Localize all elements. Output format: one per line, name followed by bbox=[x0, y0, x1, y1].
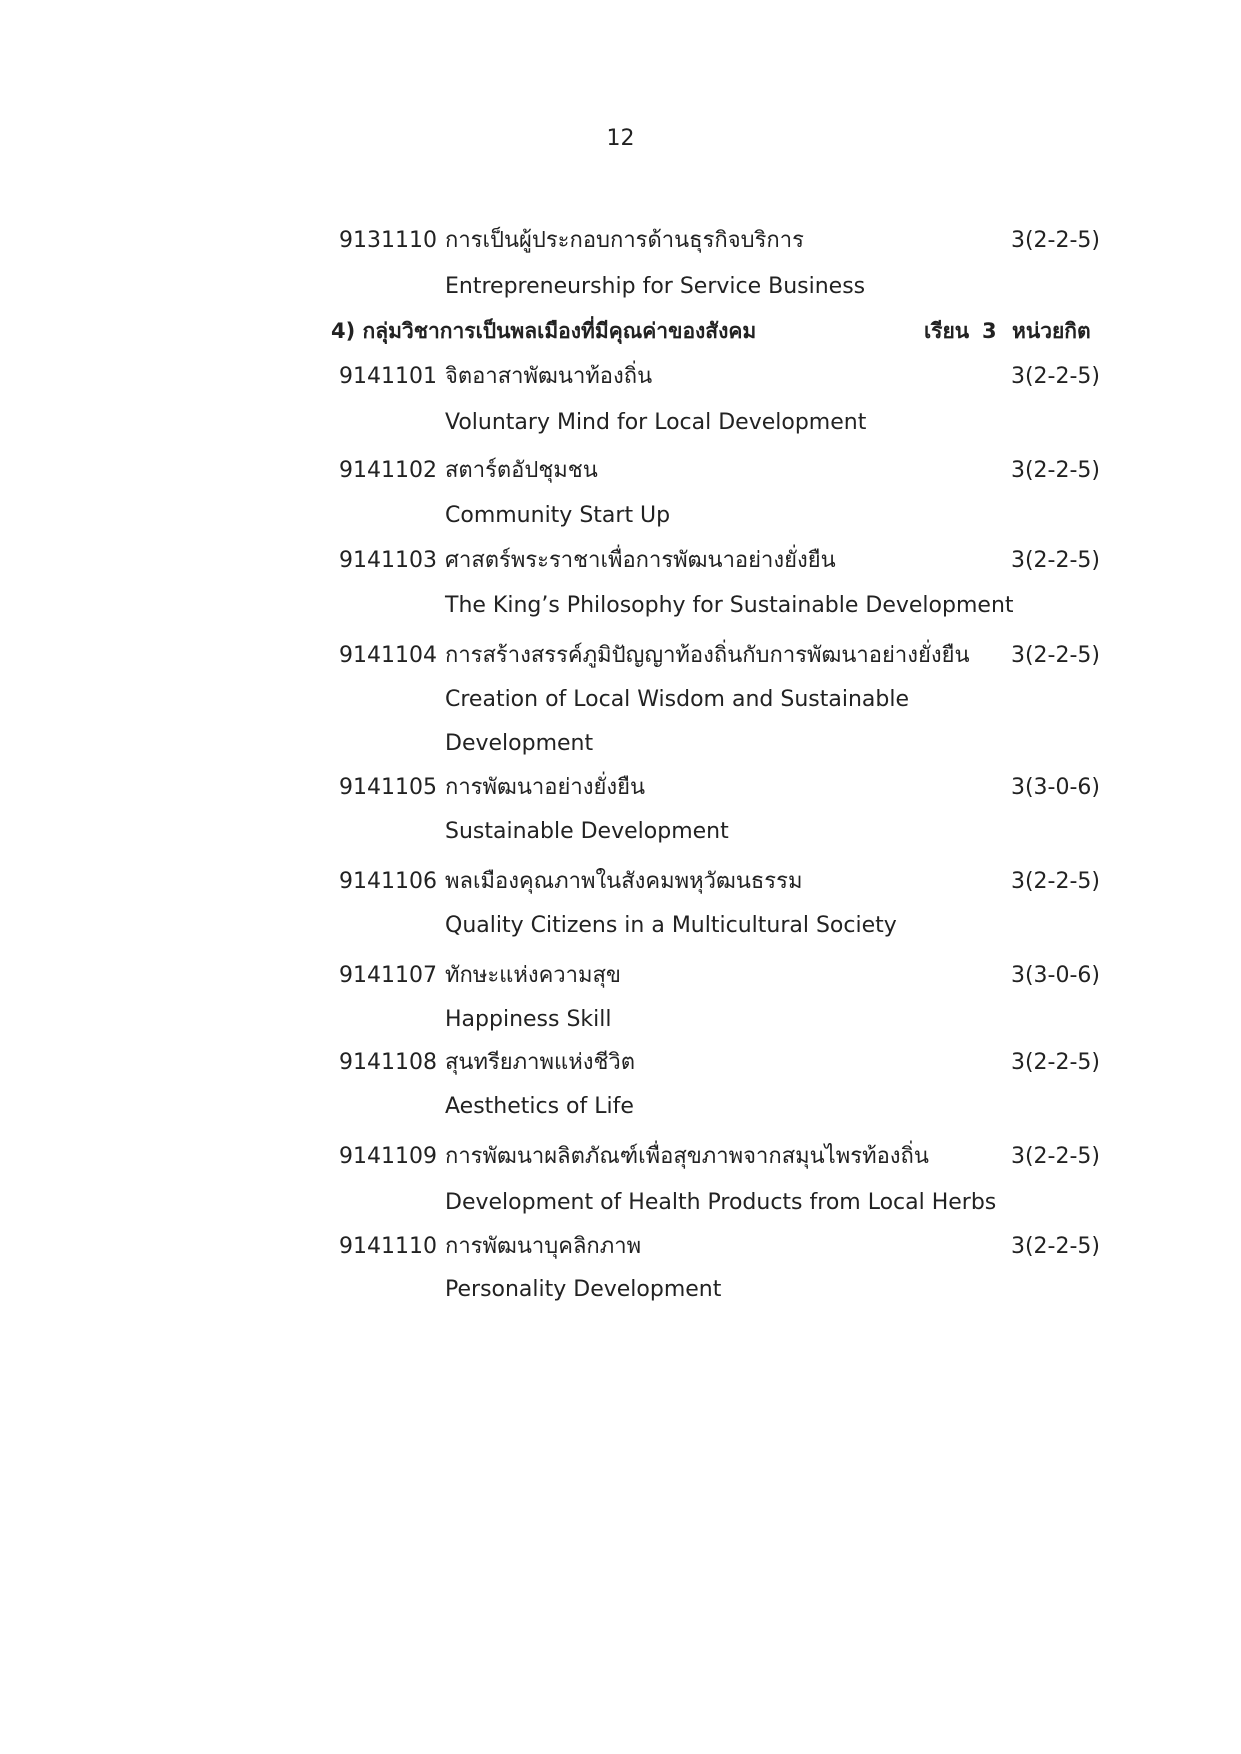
course-title-th: ศาสตร์พระราชาเพื่อการพัฒนาอย่างยั่งยืน bbox=[445, 548, 836, 573]
course-credits: 3(2-2-5) bbox=[1010, 1234, 1100, 1259]
course-credits: 3(2-2-5) bbox=[1010, 548, 1100, 573]
course-code: 9141110 bbox=[339, 1234, 437, 1259]
course-credits: 3(2-2-5) bbox=[1010, 364, 1100, 389]
course-title-en: The King’s Philosophy for Sustainable Development bbox=[445, 593, 1014, 618]
course-credits: 3(3-0-6) bbox=[1010, 775, 1100, 800]
course-code: 9141103 bbox=[339, 548, 437, 573]
course-title-en: Creation of Local Wisdom and Sustainable bbox=[445, 687, 909, 712]
course-code: 9141104 bbox=[339, 643, 437, 668]
course-title-en: Quality Citizens in a Multicultural Society bbox=[445, 913, 897, 938]
course-code: 9141102 bbox=[339, 458, 437, 483]
course-row bbox=[0, 641, 1241, 671]
course-row bbox=[0, 362, 1241, 392]
course-row-en bbox=[0, 685, 1241, 715]
course-title-en: Development bbox=[445, 731, 594, 756]
course-row bbox=[0, 1232, 1241, 1262]
course-title-en: Development of Health Products from Local Herbs bbox=[445, 1190, 997, 1215]
course-row-en bbox=[0, 501, 1241, 531]
course-row bbox=[0, 546, 1241, 576]
course-code: 9141108 bbox=[339, 1050, 437, 1075]
course-row-en bbox=[0, 1275, 1241, 1305]
course-row bbox=[0, 961, 1241, 991]
course-title-en: Entrepreneurship for Service Business bbox=[445, 274, 866, 299]
course-title-th: การเป็นผู้ประกอบการด้านธุรกิจบริการ bbox=[445, 228, 804, 253]
course-row bbox=[0, 226, 1241, 256]
course-row-en bbox=[0, 1005, 1241, 1035]
course-code: 9141107 bbox=[339, 963, 437, 988]
course-code: 9141101 bbox=[339, 364, 437, 389]
course-title-en: Happiness Skill bbox=[445, 1007, 612, 1032]
group-study-label: เรียน bbox=[924, 319, 970, 343]
course-title-en: Sustainable Development bbox=[445, 819, 729, 844]
course-row-en bbox=[0, 408, 1241, 438]
course-title-th: การสร้างสรรค์ภูมิปัญญาท้องถิ่นกับการพัฒนาอย่างยั่งยืน bbox=[445, 643, 970, 668]
course-row bbox=[0, 773, 1241, 803]
course-title-th: การพัฒนาบุคลิกภาพ bbox=[445, 1234, 642, 1259]
course-row bbox=[0, 1048, 1241, 1078]
group-study-units: 3 bbox=[982, 319, 997, 343]
course-credits: 3(2-2-5) bbox=[1010, 869, 1100, 894]
course-title-th: การพัฒนาผลิตภัณฑ์เพื่อสุขภาพจากสมุนไพรท้องถิ่น bbox=[445, 1144, 929, 1169]
group-title: 4) กลุ่มวิชาการเป็นพลเมืองที่มีคุณค่าของสังคม bbox=[331, 319, 757, 343]
course-row-en bbox=[0, 591, 1241, 621]
course-credits: 3(2-2-5) bbox=[1010, 458, 1100, 483]
course-credits: 3(2-2-5) bbox=[1010, 643, 1100, 668]
course-row-en bbox=[0, 911, 1241, 941]
course-row bbox=[0, 867, 1241, 897]
course-code: 9141106 bbox=[339, 869, 437, 894]
course-title-th: การพัฒนาอย่างยั่งยืน bbox=[445, 775, 646, 800]
course-title-th: ทักษะแห่งความสุข bbox=[445, 963, 621, 988]
course-credits: 3(2-2-5) bbox=[1010, 228, 1100, 253]
course-row-en bbox=[0, 1188, 1241, 1218]
course-title-en: Aesthetics of Life bbox=[445, 1094, 634, 1119]
course-title-th: สุนทรียภาพแห่งชีวิต bbox=[445, 1050, 636, 1075]
group-heading bbox=[0, 316, 1241, 346]
course-code: 9131110 bbox=[339, 228, 437, 253]
course-credits: 3(3-0-6) bbox=[1010, 963, 1100, 988]
course-row-en bbox=[0, 729, 1241, 759]
course-title-en: Personality Development bbox=[445, 1277, 722, 1302]
course-code: 9141109 bbox=[339, 1144, 437, 1169]
course-title-th: พลเมืองคุณภาพในสังคมพหุวัฒนธรรม bbox=[445, 869, 803, 894]
course-title-th: สตาร์ตอัปชุมชน bbox=[445, 458, 598, 483]
course-row bbox=[0, 1142, 1241, 1172]
course-row-en bbox=[0, 1092, 1241, 1122]
page-number: 12 bbox=[606, 126, 635, 151]
course-credits: 3(2-2-5) bbox=[1010, 1144, 1100, 1169]
course-row-en bbox=[0, 817, 1241, 847]
course-code: 9141105 bbox=[339, 775, 437, 800]
course-title-en: Community Start Up bbox=[445, 503, 671, 528]
course-title-th: จิตอาสาพัฒนาท้องถิ่น bbox=[445, 364, 653, 389]
course-title-en: Voluntary Mind for Local Development bbox=[445, 410, 867, 435]
course-credits: 3(2-2-5) bbox=[1010, 1050, 1100, 1075]
group-unit-label: หน่วยกิต bbox=[1012, 319, 1091, 343]
course-row-en bbox=[0, 272, 1241, 302]
course-row bbox=[0, 456, 1241, 486]
